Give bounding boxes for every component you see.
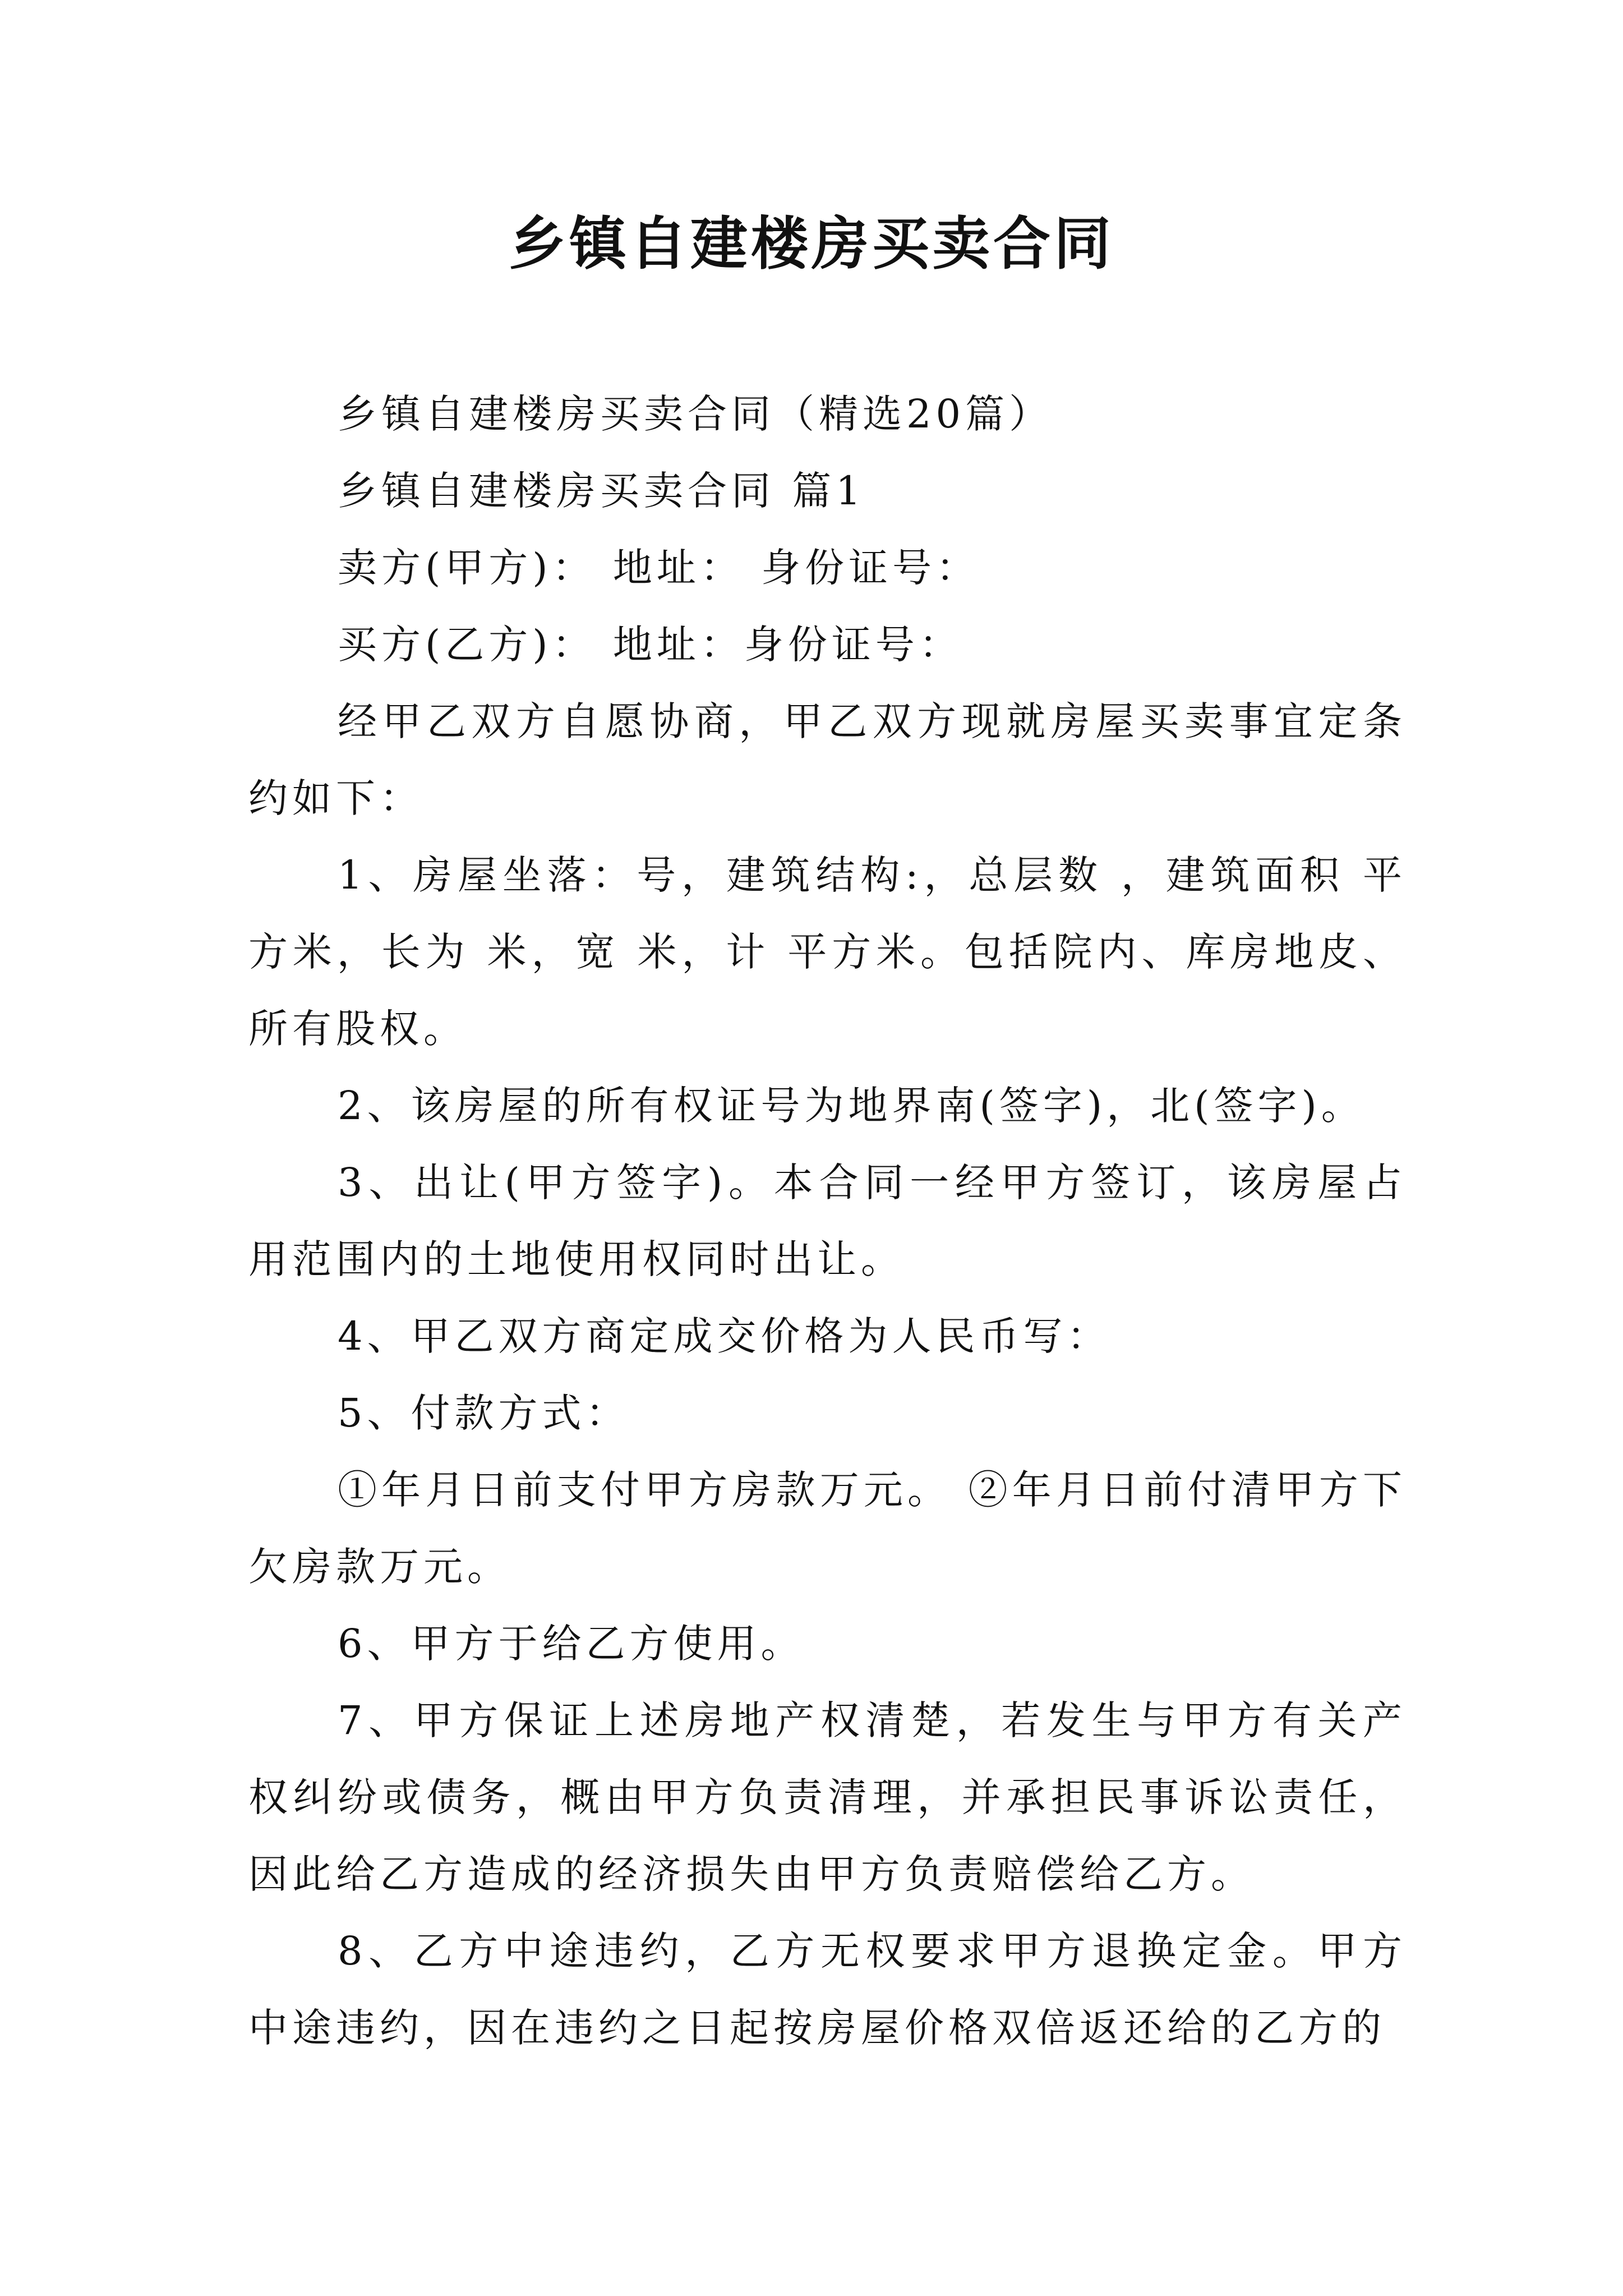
paragraph-preamble: 经甲乙双方自愿协商，甲乙双方现就房屋买卖事宜定条约如下： (248, 698, 1407, 821)
clause-7: 7、甲方保证上述房地产权清楚，若发生与甲方有关产权纠纷或债务，概由甲方负责清理，并承担民事诉讼责任，因此给乙方造成的经济损失由甲方负责赔偿给乙方。 (248, 1697, 1407, 1897)
clause-4: 4、甲乙双方商定成交价格为人民币写： (338, 1313, 1111, 1359)
document-title: 乡镇自建楼房买卖合同 (509, 210, 1114, 278)
paragraph-seller: 卖方(甲方)： 地址： 身份证号： (338, 545, 980, 591)
clause-5-payment-terms: ①年月日前支付甲方房款万元。 ②年月日前付清甲方下欠房款万元。 (248, 1467, 1407, 1590)
clause-3: 3、出让(甲方签字)。本合同一经甲方签订，该房屋占用范围内的土地使用权同时出让。 (248, 1159, 1407, 1282)
paragraph-subtitle: 乡镇自建楼房买卖合同（精选20篇） (338, 391, 1053, 437)
clause-5: 5、付款方式： (338, 1390, 630, 1436)
clause-6: 6、甲方于给乙方使用。 (338, 1621, 805, 1667)
clause-2: 2、该房屋的所有权证号为地界南(签字)，北(签字)。 (338, 1083, 1365, 1129)
paragraph-buyer: 买方(乙方)： 地址：身份证号： (338, 622, 963, 668)
clause-1: 1、房屋坐落：号，建筑结构:，总层数 ，建筑面积 平方米，长为 米，宽 米，计 平方米。包括院内、库房地皮、所有股权。 (248, 852, 1407, 1052)
clause-8: 8、乙方中途违约，乙方无权要求甲方退换定金。甲方中途违约，因在违约之日起按房屋价格双倍返还给的乙方的 (248, 1928, 1407, 2051)
document-body (248, 376, 1407, 2067)
paragraph-section-heading: 乡镇自建楼房买卖合同 篇1 (338, 468, 865, 514)
